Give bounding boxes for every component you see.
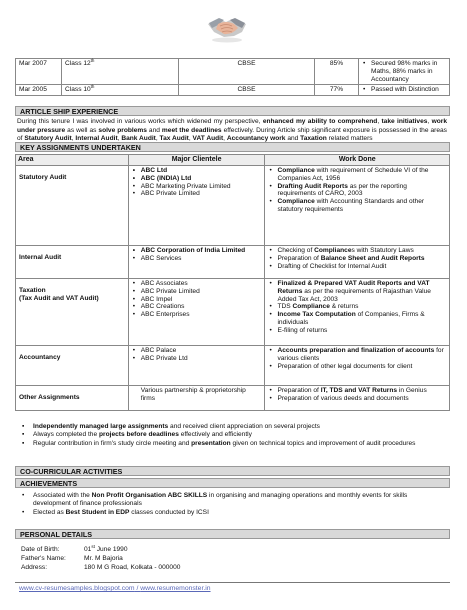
client-item: • ABC Impel [132, 296, 262, 304]
client-item: • ABC Associates [132, 280, 262, 288]
work-item: • Preparation of other legal documents for client [268, 363, 446, 371]
client-list [132, 280, 262, 319]
work-emphasis: Accounts preparation and finalization of accounts [277, 347, 435, 354]
highlight-emphasis: presentation [191, 439, 231, 447]
personal-label: Address: [21, 564, 48, 571]
personal-row [21, 554, 321, 563]
client-item: • ABC Private Limited [132, 190, 262, 198]
assignment-work [265, 386, 450, 411]
assignment-clients [128, 246, 265, 279]
highlights-list [21, 423, 441, 448]
assignment-clients [128, 279, 265, 346]
handshake-icon [206, 10, 248, 44]
assignment-work [265, 246, 450, 279]
highlight-item: ▪ Regular contribution in firm's study circle meeting and presentation given on technical topics and improvement of audit procedures [21, 440, 441, 448]
articleship-emphasis: solve problems [98, 126, 147, 134]
education-row [16, 85, 450, 96]
highlight-emphasis: Independently managed large assignments [33, 423, 169, 430]
edu-class-sup: th [90, 84, 95, 90]
work-item: • Preparation of various deeds and documents [268, 395, 446, 403]
articleship-emphasis: Accountancy work [226, 135, 286, 143]
client-item: • ABC Private Limited [132, 288, 262, 296]
work-emphasis: Compliance [277, 167, 315, 174]
personal-heading: PERSONAL DETAILS [15, 529, 450, 539]
edu-year: Mar 2007 [16, 59, 62, 85]
work-item: • E-filing of returns [268, 327, 446, 335]
articleship-emphasis: enhanced my ability to comprehend [262, 118, 378, 125]
work-item: • Income Tax Computation of Companies, Firms & individuals [268, 311, 446, 327]
clientele-header: Major Clientele [128, 155, 265, 166]
edu-year: Mar 2005 [16, 85, 62, 96]
edu-remark-item: • Secured 98% marks in Maths, 88% marks in Accountancy [362, 60, 446, 83]
work-item: • Checking of Compliances with Statutory Laws [268, 247, 446, 255]
achievement-item: • Elected as Best Student in EDP classes conducted by ICSI [21, 509, 441, 517]
articleship-emphasis: take initiatives [381, 118, 428, 125]
assignment-work [265, 346, 450, 386]
articleship-emphasis: Bank Audit [121, 135, 156, 143]
footer-links [19, 585, 211, 592]
area-header: Area [16, 155, 129, 166]
education-table [15, 58, 450, 96]
client-text: Various partnership & proprietorship firms [140, 387, 246, 402]
assignment-row [16, 166, 450, 246]
work-list [268, 247, 446, 270]
work-list [268, 280, 446, 335]
personal-value-sup: st [91, 543, 95, 549]
assignment-area-name: Internal Audit [19, 254, 62, 261]
work-list [268, 387, 446, 403]
articleship-emphasis: VAT Audit [192, 135, 224, 143]
client-item: • ABC Enterprises [132, 311, 262, 319]
personal-row [21, 545, 321, 554]
work-emphasis: Income Tax Computation [277, 311, 356, 319]
work-item: • Drafting of Checklist for Internal Audit [268, 263, 446, 271]
articleship-emphasis: meet the deadlines [161, 126, 222, 134]
work-item: • Finalized & Prepared VAT Audit Reports and VAT Returns as per the requirements of Rajasthan Value Added Tax Act, 2003 [268, 280, 446, 303]
footer-separator: / [134, 585, 141, 592]
footer-divider [15, 582, 450, 583]
edu-class-text: Class 12 [65, 60, 91, 67]
articleship-emphasis: work under pressure [17, 118, 447, 134]
edu-class-sup: th [90, 57, 95, 63]
assignment-work [265, 279, 450, 346]
personal-row [21, 563, 321, 572]
work-item: • Preparation of IT, TDS and VAT Returns in Genius [268, 387, 446, 395]
personal-label: Father's Name: [21, 555, 66, 562]
achievement-item: • Associated with the Non Profit Organisation ABC SKILLS in organising and managing operations and monthly events for skills development of finance professionals [21, 492, 441, 509]
articleship-emphasis: Statutory Audit [24, 135, 72, 143]
work-emphasis: Compliance [314, 247, 352, 254]
cocurricular-heading: CO-CURRICULAR ACTIVITIES [15, 466, 450, 476]
assignments-table [15, 154, 450, 411]
articleship-emphasis: Tax Audit [159, 135, 189, 143]
work-item: • Preparation of Balance Sheet and Audit Reports [268, 255, 446, 263]
work-header: Work Done [265, 155, 450, 166]
education-row [16, 59, 450, 85]
edu-board: CBSE [179, 59, 315, 85]
highlight-item: ▪ Always completed the projects before deadlines effectively and efficiently [21, 431, 441, 439]
assignment-area [16, 166, 129, 246]
achievements-heading: ACHIEVEMENTS [15, 478, 450, 488]
assignment-area-name: Taxation [19, 287, 46, 294]
client-item: • ABC (INDIA) Ltd [132, 175, 262, 183]
edu-percentage: 85% [315, 59, 359, 85]
client-item: • ABC Palace [132, 347, 262, 355]
personal-details [21, 545, 321, 572]
assignment-area [16, 386, 129, 411]
personal-label: Date of Birth: [21, 546, 60, 553]
client-list [132, 167, 262, 198]
assignment-row [16, 386, 450, 411]
work-list [268, 347, 446, 370]
edu-remark-item: • Passed with Distinction [362, 86, 446, 94]
resume-page [13, 0, 456, 610]
highlight-emphasis: projects before deadlines [98, 431, 179, 439]
personal-value: Mr. M Bajoria [84, 555, 123, 562]
assignment-area [16, 246, 129, 279]
achievement-emphasis: Non Profit Organisation ABC SKILLS [91, 492, 208, 499]
assignment-clients [128, 166, 265, 246]
assignment-row [16, 246, 450, 279]
work-item: • TDS Compliance & returns [268, 303, 446, 311]
work-emphasis: Compliance [292, 303, 330, 311]
edu-class-text: Class 10 [65, 86, 91, 94]
edu-class [62, 85, 179, 96]
footer-link-2[interactable]: www.resumemonster.in [140, 585, 211, 592]
client-item: • ABC Ltd [132, 167, 262, 175]
client-item: • ABC Creations [132, 303, 262, 311]
assignment-area-name: Other Assignments [19, 394, 80, 401]
work-emphasis: IT, TDS and VAT Returns [320, 387, 398, 394]
work-item: • Accounts preparation and finalization of accounts for various clients [268, 347, 446, 363]
articleship-emphasis: Taxation [300, 135, 327, 143]
articleship-heading: ARTICLE SHIP EXPERIENCE [15, 106, 450, 116]
work-item: • Drafting Audit Reports as per the reporting requirements of CARO, 2003 [268, 183, 446, 199]
personal-value: 180 M G Road, Kolkata - 000000 [84, 564, 181, 571]
work-emphasis: Finalized & Prepared VAT Audit Reports and VAT Returns [277, 280, 430, 295]
assignment-clients [128, 386, 265, 411]
footer-link-1[interactable]: www.cv-resumesamples.blogspot.com [19, 585, 135, 592]
work-item: • Compliance with Accounting Standards and other statutory requirements [268, 198, 446, 214]
client-list [132, 347, 262, 363]
client-item: • ABC Services [132, 255, 262, 263]
client-list [132, 247, 262, 263]
articleship-text: During this tenure I was involved in various works which widened my perspective, enhanced my ability to comprehend, take initiatives, work under pressure as well as solve problems and meet the deadlines effectively. During Article ship significant exposure is possessed in the areas of Statutory Audit, Internal Audit, Bank Audit, Tax Audit, VAT Audit, Accountancy work and Taxation related matters [17, 118, 447, 143]
client-item: • ABC Corporation of India Limited [132, 247, 262, 255]
work-emphasis: Balance Sheet and Audit Reports [320, 254, 425, 262]
assignment-area [16, 279, 129, 346]
edu-remark [359, 85, 450, 96]
assignment-area-name: Statutory Audit [19, 174, 67, 181]
assignment-area [16, 346, 129, 386]
assignment-row [16, 279, 450, 346]
assignment-area-name: Accountancy [19, 354, 61, 361]
articleship-emphasis: Internal Audit [75, 135, 118, 143]
client-item: • ABC Marketing Private Limited [132, 183, 262, 191]
edu-remark-list [362, 60, 446, 83]
client-item: • ABC Private Ltd [132, 355, 262, 363]
achievement-emphasis: Best Student in EDP [65, 508, 130, 516]
work-emphasis: Compliance [277, 198, 315, 206]
assignment-row [16, 346, 450, 386]
personal-value: 01st June 1990 [84, 543, 128, 553]
highlight-item: ▪ Independently managed large assignments and received client appreciation on several projects [21, 423, 441, 431]
edu-board: CBSE [179, 85, 315, 96]
work-item: • Compliance with requirement of Schedule VI of the Companies Act, 1956 [268, 167, 446, 183]
work-list [268, 167, 446, 214]
assignments-heading: KEY ASSIGNMENTS UNDERTAKEN [15, 142, 450, 152]
assignment-clients [128, 346, 265, 386]
edu-class [62, 59, 179, 85]
edu-remark [359, 59, 450, 85]
assignment-work [265, 166, 450, 246]
edu-percentage: 77% [315, 85, 359, 96]
achievements-list [21, 492, 441, 517]
edu-remark-list [362, 86, 446, 94]
work-emphasis: Drafting Audit Reports [277, 182, 348, 190]
assignment-area-sub: (Tax Audit and VAT Audit) [19, 295, 99, 302]
